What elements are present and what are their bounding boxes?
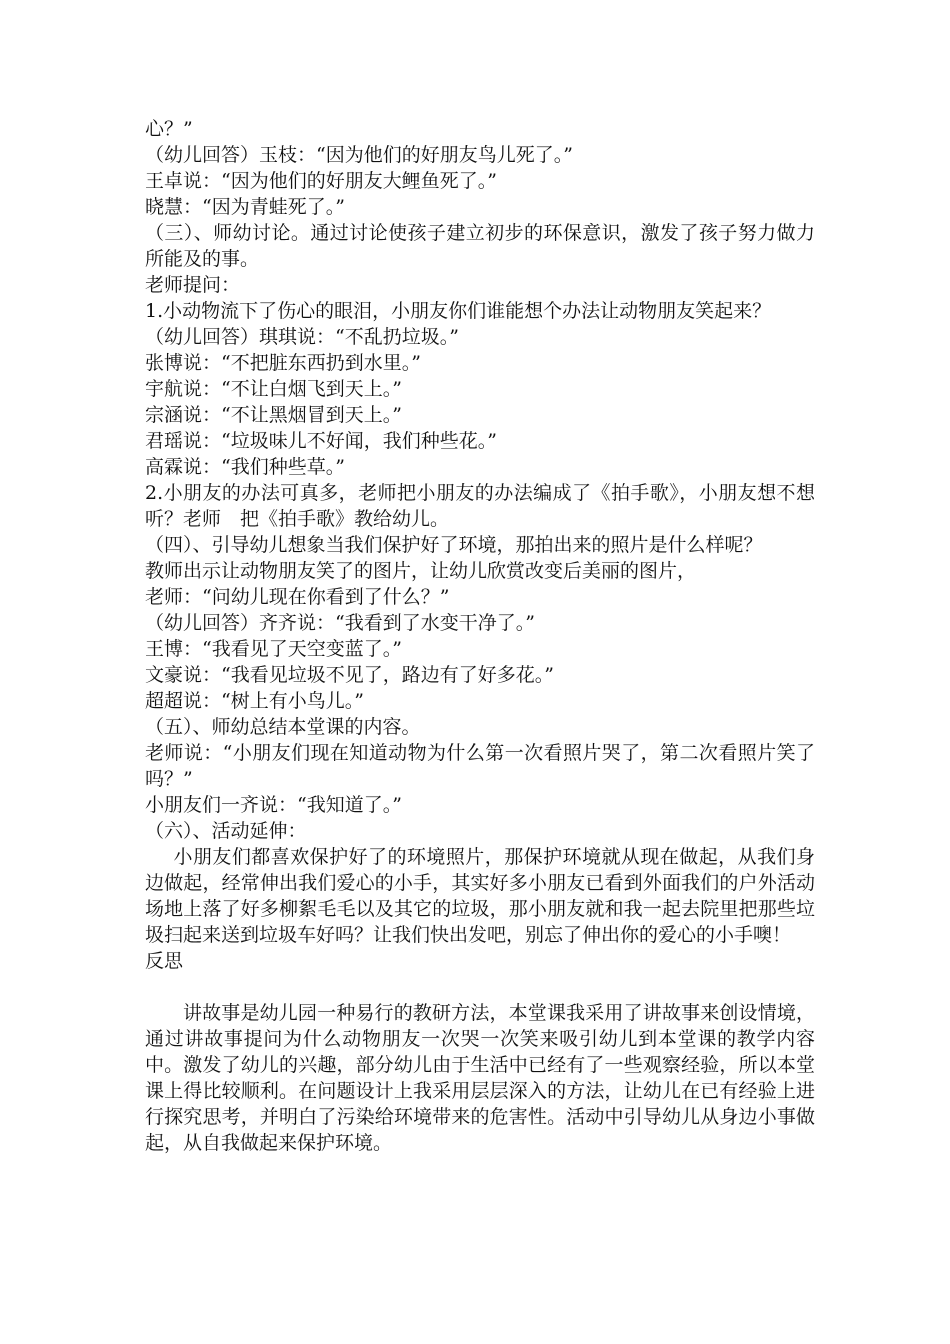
reflection-body: 讲故事是幼儿园一种易行的教研方法，本堂课我采用了讲故事来创设情境，通过讲故事提问为什么动物朋友一次哭一次笑来吸引幼儿到本堂课的教学内容中。激发了幼儿的兴趣，部分幼儿由于生活中已经有了一些观察经验，所以本堂课上得比较顺利。在问题设计上我采用层层深入的方法，让幼儿在已有经验上进行探究思考，并明白了污染给环境带来的危害性。活动中引导幼儿从身边小事做起，从自我做起来保护环境。 <box>145 1002 815 1154</box>
section-6-body: 小朋友们都喜欢保护好了的环境照片，那保护环境就从现在做起，从我们身边做起，经常伸出我们爱心的小手，其实好多小朋友已看到外面我们的户外活动场地上落了好多柳絮毛毛以及其它的垃圾，那小朋友就和我一起去院里把那些垃圾扫起来送到垃圾车好吗？让我们快出发吧，别忘了伸出你的爱心的小手噢！ <box>145 846 815 946</box>
text-line: 王卓说：“因为他们的好朋友大鲤鱼死了。” <box>145 170 497 192</box>
child-answer: 王博：“我看见了天空变蓝了。” <box>145 638 402 660</box>
section-6-heading: （六）、活动延伸： <box>145 820 307 842</box>
teacher-question: 老师：“问幼儿现在你看到了什么？” <box>145 586 450 608</box>
question-1: 1.小动物流下了伤心的眼泪，小朋友你们谁能想个办法让动物朋友笑起来？ <box>145 300 772 322</box>
section-5-heading: （五）、师幼总结本堂课的内容。 <box>145 716 421 738</box>
document-page <box>145 116 815 1156</box>
text-line: （幼儿回答）玉枝：“因为他们的好朋友鸟儿死了。” <box>145 144 573 166</box>
child-answer: 宗涵说：“不让黑烟冒到天上。” <box>145 404 402 426</box>
child-answer: 超超说：“树上有小鸟儿。” <box>145 690 364 712</box>
section-4-intro: 教师出示让动物朋友笑了的图片，让幼儿欣赏改变后美丽的图片， <box>145 560 697 582</box>
text-line: 晓慧：“因为青蛙死了。” <box>145 196 345 218</box>
child-answer: 张博说：“不把脏东西扔到水里。” <box>145 352 421 374</box>
question-2: 2.小朋友的办法可真多，老师把小朋友的办法编成了《拍手歌》，小朋友想不想听？老师 把《拍手歌》教给幼儿。 <box>145 482 815 530</box>
child-answer: （幼儿回答）齐齐说：“我看到了水变干净了。” <box>145 612 535 634</box>
child-answer: （幼儿回答）琪琪说：“不乱扔垃圾。” <box>145 326 459 348</box>
teacher-ask-label: 老师提问： <box>145 274 241 296</box>
reflection-title: 反思 <box>145 950 184 972</box>
teacher-summary: 老师说：“小朋友们现在知道动物为什么第一次看照片哭了，第二次看照片笑了吗？” <box>145 742 815 790</box>
blank-line <box>145 974 815 1000</box>
section-3-heading: （三）、师幼讨论。通过讨论使孩子建立初步的环保意识，激发了孩子努力做力所能及的事。 <box>145 222 815 270</box>
child-answer: 文豪说：“我看见垃圾不见了，路边有了好多花。” <box>145 664 554 686</box>
children-reply: 小朋友们一齐说：“我知道了。” <box>145 794 402 816</box>
child-answer: 宇航说：“不让白烟飞到天上。” <box>145 378 402 400</box>
section-4-heading: （四）、引导幼儿想象当我们保护好了环境，那拍出来的照片是什么样呢？ <box>145 534 763 556</box>
child-answer: 君瑶说：“垃圾味儿不好闻，我们种些花。” <box>145 430 497 452</box>
text-line: 心？” <box>145 118 193 140</box>
child-answer: 高霖说：“我们种些草。” <box>145 456 345 478</box>
